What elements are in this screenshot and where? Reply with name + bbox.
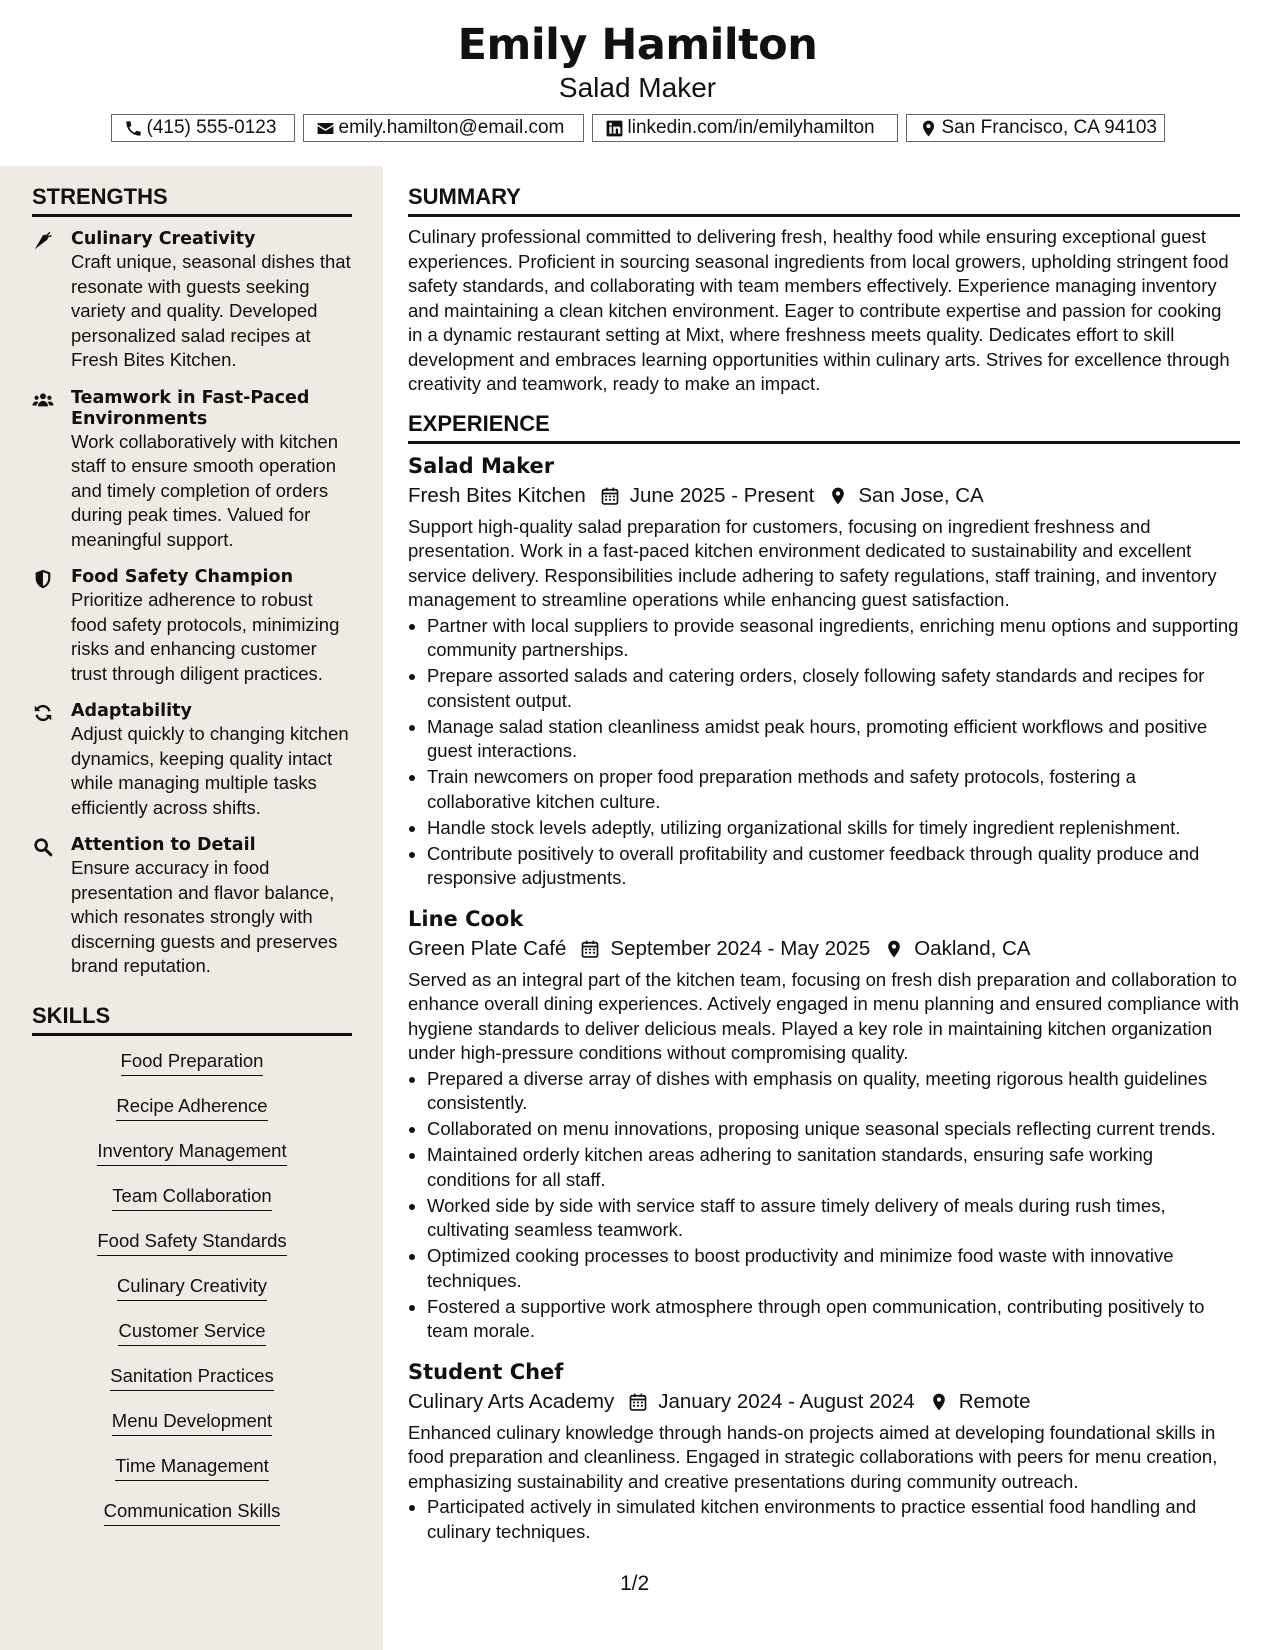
list-item: • Handle stock levels adeptly, utilizing organizational skills for timely ingredient replenishment. xyxy=(427,816,1240,841)
contact-bar xyxy=(0,114,1275,142)
list-item: • Contribute positively to overall profitability and customer feedback through quality produce and responsive adjustments. xyxy=(427,842,1240,891)
map-pin-icon xyxy=(884,939,904,959)
job-meta xyxy=(408,1387,1240,1417)
list-item: • Collaborated on menu innovations, proposing unique seasonal specials reflecting current trends. xyxy=(427,1117,1240,1142)
list-item: • Participated actively in simulated kitchen environments to practice essential food handling and culinary techniques. xyxy=(427,1495,1240,1544)
skill-tag: Food Preparation xyxy=(121,1050,264,1076)
candidate-name: Emily Hamilton xyxy=(457,20,818,70)
page-number: 1/2 xyxy=(620,1572,650,1595)
strength-desc: Ensure accuracy in food presentation and flavor balance, which resonates strongly with discerning guests and preserves brand reputation. xyxy=(71,857,338,976)
list-item: • Worked side by side with service staff to assure timely delivery of meals during rush times, cultivating seamless teamwork. xyxy=(427,1194,1240,1243)
strength-desc: Adjust quickly to changing kitchen dynamics, keeping quality intact while managing multiple tasks efficiently across shifts. xyxy=(71,723,349,818)
contact-phone[interactable] xyxy=(111,114,295,142)
strength-desc: Craft unique, seasonal dishes that resonate with guests seeking variety and quality. Developed personalized salad recipes at Fresh Bites Kitchen. xyxy=(71,251,351,370)
job-title: Line Cook xyxy=(408,906,524,931)
strength-desc: Work collaboratively with kitchen staff to ensure smooth operation and timely completion of orders during peak times. Valued for meaningful support. xyxy=(71,430,338,550)
job-title: Student Chef xyxy=(408,1359,564,1384)
strength-item xyxy=(32,701,352,820)
summary-heading: SUMMARY xyxy=(408,184,1240,217)
job-title: Salad Maker xyxy=(408,453,555,478)
strengths-list xyxy=(32,229,352,979)
list-item: • Train newcomers on proper food preparation methods and safety protocols, fostering a collaborative kitchen culture. xyxy=(427,765,1240,814)
calendar-icon xyxy=(628,1392,648,1412)
search-icon xyxy=(32,836,54,858)
carrot-icon xyxy=(32,230,54,252)
shield-icon xyxy=(32,568,54,590)
map-pin-icon xyxy=(919,119,938,138)
skill-tag: Communication Skills xyxy=(104,1500,281,1526)
strengths-heading: STRENGTHS xyxy=(32,184,352,217)
sync-icon xyxy=(32,702,54,724)
main-content xyxy=(408,166,1240,1546)
strength-item xyxy=(32,835,352,979)
map-pin-icon xyxy=(929,1392,949,1412)
job-company: Culinary Arts Academy xyxy=(408,1389,615,1413)
job-entry xyxy=(408,1358,1240,1545)
skills-list xyxy=(32,1050,352,1545)
envelope-icon xyxy=(316,119,335,138)
experience-heading: EXPERIENCE xyxy=(408,411,1240,444)
job-bullets xyxy=(408,1067,1240,1344)
strength-item xyxy=(32,567,352,686)
skill-tag: Recipe Adherence xyxy=(116,1095,267,1121)
location-text: San Francisco, CA 94103 xyxy=(941,117,1157,138)
list-item: • Prepared a diverse array of dishes with emphasis on quality, meeting rigorous health guidelines consistently. xyxy=(427,1067,1240,1116)
skill-tag: Inventory Management xyxy=(97,1140,286,1166)
job-company: Green Plate Café xyxy=(408,936,567,960)
contact-location xyxy=(906,114,1165,142)
skill-tag: Menu Development xyxy=(112,1410,272,1436)
job-description: Served as an integral part of the kitchen team, focusing on fresh dish preparation and collaboration to enhance overall dining experiences. Actively engaged in menu planning and ensured compliance with hygiene standards to deliver delicious meals. Played a key role in maintaining kitchen organization under high-pressure conditions without compromising quality. xyxy=(408,968,1239,1063)
skill-tag: Food Safety Standards xyxy=(97,1230,286,1256)
job-location: San Jose, CA xyxy=(858,483,984,507)
phone-icon xyxy=(124,119,143,138)
job-dates: September 2024 - May 2025 xyxy=(610,936,871,960)
job-dates: January 2024 - August 2024 xyxy=(658,1389,915,1413)
candidate-role: Salad Maker xyxy=(558,72,717,103)
contact-email[interactable] xyxy=(303,114,584,142)
linkedin-icon xyxy=(605,119,624,138)
list-item: • Optimized cooking processes to boost productivity and minimize food waste with innovative techniques. xyxy=(427,1244,1240,1293)
strength-item xyxy=(32,229,352,373)
skill-tag: Customer Service xyxy=(118,1320,265,1346)
strength-item xyxy=(32,388,352,553)
list-item: • Fostered a supportive work atmosphere through open communication, contributing positively to team morale. xyxy=(427,1295,1240,1344)
list-item: • Maintained orderly kitchen areas adhering to sanitation standards, ensuring safe working conditions for all staff. xyxy=(427,1143,1240,1192)
linkedin-text: linkedin.com/in/emilyhamilton xyxy=(627,117,875,138)
list-item: • Partner with local suppliers to provide seasonal ingredients, enriching menu options and supporting community partnerships. xyxy=(427,614,1240,663)
strength-title: Attention to Detail xyxy=(71,835,256,855)
strength-title: Adaptability xyxy=(71,701,192,721)
phone-text: (415) 555-0123 xyxy=(146,117,277,138)
skill-tag: Culinary Creativity xyxy=(117,1275,267,1301)
skill-tag: Sanitation Practices xyxy=(110,1365,274,1391)
email-text: emily.hamilton@email.com xyxy=(338,117,565,138)
job-bullets xyxy=(408,1495,1240,1544)
strength-title: Teamwork in Fast-Paced Environments xyxy=(71,387,310,429)
job-bullets xyxy=(408,614,1240,891)
summary-text: Culinary professional committed to delivering fresh, healthy food while ensuring exceptional guest experiences. Proficient in sourcing seasonal ingredients from local growers, upholding stringent food safety standards, and collaborating with team members effectively. Experience managing inventory and maintaining a clean kitchen environment. Eager to contribute expertise and passion for cooking in a dynamic restaurant setting at Mixt, where freshness meets quality. Dedicates effort to skill development and embraces learning opportunities within culinary arts. Strives for excellence through creativity and teamwork, ready to make an impact. xyxy=(408,226,1230,394)
users-icon xyxy=(32,389,54,411)
map-pin-icon xyxy=(828,486,848,506)
skill-tag: Team Collaboration xyxy=(112,1185,271,1211)
job-company: Fresh Bites Kitchen xyxy=(408,483,586,507)
job-location: Oakland, CA xyxy=(914,936,1031,960)
skill-tag: Time Management xyxy=(115,1455,269,1481)
resume-header xyxy=(0,0,1275,166)
contact-linkedin[interactable] xyxy=(592,114,898,142)
job-meta xyxy=(408,481,1240,511)
job-description: Enhanced culinary knowledge through hands-on projects aimed at developing foundational skills in food preparation and cleanliness. Engaged in strategic collaborations with peers for menu creation, emphasizing sustainability and creative presentations during community outreach. xyxy=(408,1421,1218,1492)
strength-desc: Prioritize adherence to robust food safety protocols, minimizing risks and enhancing customer trust through diligent practices. xyxy=(71,589,340,684)
strength-title: Culinary Creativity xyxy=(71,229,256,249)
list-item: • Prepare assorted salads and catering orders, closely following safety standards and recipes for consistent output. xyxy=(427,664,1240,713)
job-dates: June 2025 - Present xyxy=(629,483,815,507)
calendar-icon xyxy=(580,939,600,959)
strength-title: Food Safety Champion xyxy=(71,567,294,587)
skills-heading: SKILLS xyxy=(32,1003,352,1036)
job-entry xyxy=(408,905,1240,1344)
job-location: Remote xyxy=(958,1389,1031,1413)
sidebar xyxy=(0,166,383,1650)
job-description: Support high-quality salad preparation for customers, focusing on ingredient freshness and presentation. Work in a fast-paced kitchen environment dedicated to sustainability and excellent service delivery. Responsibilities include adhering to safety regulations, staff training, and inventory management to streamline operations while enhancing guest satisfaction. xyxy=(408,515,1217,610)
job-meta xyxy=(408,934,1240,964)
list-item: • Manage salad station cleanliness amidst peak hours, promoting efficient workflows and positive guest interactions. xyxy=(427,715,1240,764)
calendar-icon xyxy=(600,486,620,506)
job-entry xyxy=(408,452,1240,891)
